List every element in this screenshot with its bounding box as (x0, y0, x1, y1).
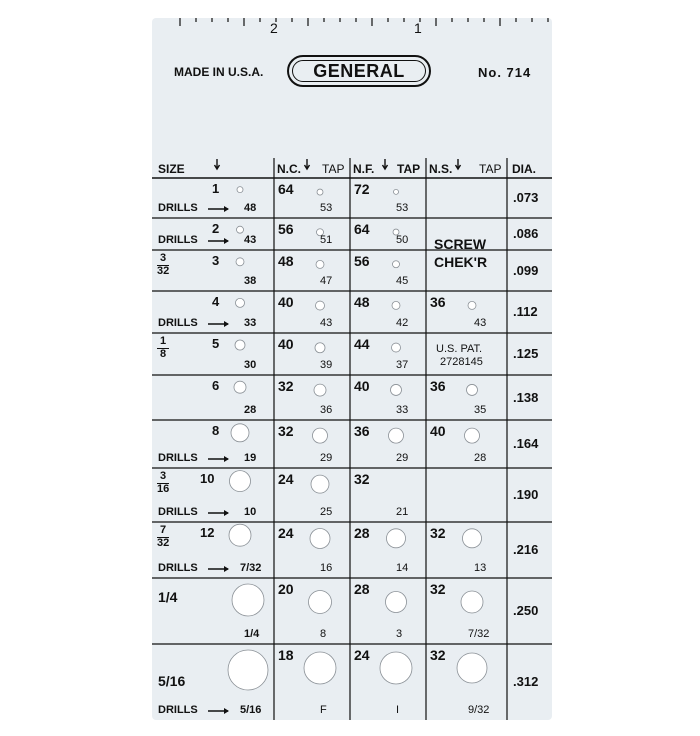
nc-tpi: 18 (278, 647, 294, 663)
nf-tpi: 56 (354, 253, 370, 269)
nf-tap: 14 (396, 562, 409, 574)
drill-hole (234, 381, 246, 393)
diameter-value: .073 (513, 190, 539, 205)
drill-size: 19 (244, 452, 257, 464)
nf-tap: 45 (396, 275, 409, 287)
diameter-value: .250 (513, 603, 539, 618)
nf-tap: 33 (396, 404, 409, 416)
nc-tap-hole (316, 301, 325, 310)
nf-tpi: 48 (354, 294, 370, 310)
drills-label: DRILLS (158, 452, 198, 464)
drill-hole (237, 226, 244, 233)
col-header-nf: N.F. (353, 162, 375, 176)
nf-tap: 29 (396, 452, 409, 464)
size-fraction: $\frac{3}{32}$ (157, 252, 170, 277)
diameter-value: .312 (513, 674, 539, 689)
drills-arrowhead-icon (224, 708, 229, 714)
size-fraction: $\frac{3}{16}$ (157, 470, 170, 495)
drill-size: 1/4 (244, 628, 260, 640)
nf-tpi: 72 (354, 181, 370, 197)
nf-tpi: 28 (354, 581, 370, 597)
col-header-ns-tap: TAP (479, 162, 502, 176)
ns-tap-hole (461, 591, 483, 613)
nf-tap-hole (380, 652, 412, 684)
ns-tap: 43 (474, 317, 487, 329)
nf-tpi: 28 (354, 525, 370, 541)
nc-tpi: 32 (278, 378, 294, 394)
drill-size: 5/16 (240, 704, 262, 716)
ns-tap: 13 (474, 562, 487, 574)
nc-tap: 51 (320, 234, 333, 246)
chekr-text: CHEK'R (434, 254, 488, 270)
nf-tap: I (396, 704, 400, 716)
nf-tpi: 40 (354, 378, 370, 394)
ns-tap-hole (463, 529, 482, 548)
col-header-dia: DIA. (512, 162, 536, 176)
nc-tpi: 24 (278, 471, 294, 487)
nc-tpi: 56 (278, 221, 294, 237)
drills-arrowhead-icon (224, 456, 229, 462)
col-header-nf-tap: TAP (397, 162, 421, 176)
size-label: 5/16 (158, 673, 186, 689)
drill-hole (229, 524, 251, 546)
nf-tap-hole (391, 384, 402, 395)
ns-tap-hole (467, 384, 478, 395)
drills-label: DRILLS (158, 317, 198, 329)
ns-tap-hole (468, 301, 476, 309)
nc-tpi: 24 (278, 525, 294, 541)
screw-text: SCREW (434, 236, 487, 252)
diameter-value: .086 (513, 226, 539, 241)
drill-hole (232, 584, 264, 616)
nc-tap-hole (315, 343, 325, 353)
nc-tpi: 64 (278, 181, 294, 197)
drills-label: DRILLS (158, 562, 198, 574)
patent-number: 2728145 (440, 356, 483, 368)
drills-arrowhead-icon (224, 206, 229, 212)
drills-arrowhead-icon (224, 510, 229, 516)
drill-size: 43 (244, 234, 257, 246)
col-header-nc: N.C. (277, 162, 301, 176)
nc-tpi: 20 (278, 581, 294, 597)
nc-tap-hole (313, 428, 328, 443)
nc-tap-hole (316, 260, 324, 268)
nf-tpi: 32 (354, 471, 370, 487)
nc-tap: 53 (320, 202, 333, 214)
drills-arrowhead-icon (224, 321, 229, 327)
brand-name: GENERAL (313, 60, 405, 81)
size-label: 4 (212, 294, 220, 309)
drill-size: 38 (244, 275, 257, 287)
ns-tap: 35 (474, 404, 487, 416)
nf-tap: 42 (396, 317, 409, 329)
nf-tap-hole (392, 343, 401, 352)
diameter-value: .164 (513, 436, 539, 451)
nf-tap-hole (389, 428, 404, 443)
nf-tpi: 36 (354, 423, 370, 439)
diameter-value: .112 (513, 304, 538, 319)
drills-arrowhead-icon (224, 238, 229, 244)
nc-tpi: 40 (278, 336, 294, 352)
size-fraction: $\frac{1}{8}$ (157, 336, 169, 360)
diameter-value: .125 (513, 346, 539, 361)
drill-hole (237, 187, 243, 193)
size-label: 1 (212, 181, 220, 196)
drill-hole (230, 471, 251, 492)
nc-tap-hole (314, 384, 326, 396)
drill-size: 48 (244, 202, 257, 214)
size-label: 10 (200, 471, 215, 486)
ruler-label-2: 2 (270, 20, 278, 36)
diameter-value: .216 (513, 542, 539, 557)
ns-tap: 9/32 (468, 704, 490, 716)
drill-size: 28 (244, 404, 257, 416)
patent-label: U.S. PAT. (436, 343, 483, 355)
drill-hole (228, 650, 268, 690)
ns-tap: 7/32 (468, 628, 490, 640)
nc-tap: 43 (320, 317, 333, 329)
nc-tap-hole (304, 652, 336, 684)
col-header-nc-tap: TAP (322, 162, 345, 176)
nc-tap: 16 (320, 562, 333, 574)
size-label: 8 (212, 423, 220, 438)
nf-tap: 3 (396, 628, 403, 640)
nf-tpi: 44 (354, 336, 370, 352)
nc-tpi: 48 (278, 253, 294, 269)
nc-tap-hole (309, 591, 332, 614)
drills-label: DRILLS (158, 202, 198, 214)
drill-size: 33 (244, 317, 257, 329)
nf-tap-hole (394, 189, 399, 194)
drill-hole (235, 340, 245, 350)
size-arrow-icon (215, 159, 220, 169)
model-number: No. 714 (478, 65, 532, 80)
nf-tap: 37 (396, 359, 409, 371)
nc-tap: 47 (320, 275, 333, 287)
drill-hole (231, 424, 249, 442)
screw-gauge-card (152, 18, 552, 720)
ns-tpi: 40 (430, 423, 446, 439)
size-label: 6 (212, 378, 220, 393)
nf-tap-hole (393, 261, 400, 268)
drill-size: 10 (244, 506, 257, 518)
brand-logo (287, 55, 431, 87)
col-header-size: SIZE (158, 162, 185, 176)
size-fraction: $\frac{7}{32}$ (157, 524, 170, 549)
ns-tap-hole (457, 653, 487, 683)
nc-tpi: 32 (278, 423, 294, 439)
nf-tpi: 64 (354, 221, 370, 237)
drills-label: DRILLS (158, 506, 198, 518)
nf-tap: 53 (396, 202, 409, 214)
nc-tap-hole (310, 529, 330, 549)
nc-tap: 8 (320, 628, 327, 640)
nc-tap: 25 (320, 506, 333, 518)
ns-tpi: 36 (430, 378, 446, 394)
nc-tap: 39 (320, 359, 333, 371)
drills-arrowhead-icon (224, 566, 229, 572)
drill-size: 30 (244, 359, 257, 371)
nc-tap: F (320, 704, 327, 716)
nf-tpi: 24 (354, 647, 370, 663)
nf-tap: 21 (396, 506, 409, 518)
diameter-value: .138 (513, 389, 539, 405)
ns-tpi: 32 (430, 647, 446, 663)
ruler-label-1: 1 (414, 20, 422, 36)
drill-hole (236, 298, 245, 307)
made-in-label: MADE IN U.S.A. (174, 65, 264, 79)
drill-size: 7/32 (240, 562, 262, 574)
nc-tap-hole (317, 189, 323, 195)
nf-tap: 50 (396, 234, 409, 246)
drills-label: DRILLS (158, 704, 198, 716)
ns-tap: 28 (474, 452, 487, 464)
nf-tap-hole (387, 529, 406, 548)
drill-hole (236, 258, 244, 266)
size-label: 12 (200, 525, 215, 540)
nc-arrow-icon (305, 159, 310, 169)
gauge-grid (152, 18, 552, 720)
nf-arrow-icon (383, 159, 388, 169)
nf-tap-hole (386, 592, 407, 613)
size-label: 2 (212, 221, 220, 236)
nf-tap-hole (392, 301, 400, 309)
ns-arrow-icon (456, 159, 461, 169)
size-label: 3 (212, 253, 220, 268)
size-label: 1/4 (158, 589, 178, 605)
diameter-value: .190 (513, 487, 539, 502)
size-label: 5 (212, 336, 220, 351)
ns-tpi: 32 (430, 525, 446, 541)
ns-tpi: 32 (430, 581, 446, 597)
nc-tap: 36 (320, 404, 333, 416)
nc-tap-hole (311, 475, 329, 493)
col-header-ns: N.S. (429, 162, 453, 176)
nc-tap: 29 (320, 452, 333, 464)
ns-tpi: 36 (430, 294, 446, 310)
nc-tpi: 40 (278, 294, 294, 310)
diameter-value: .099 (513, 262, 539, 278)
drills-label: DRILLS (158, 234, 198, 246)
ns-tap-hole (465, 428, 480, 443)
